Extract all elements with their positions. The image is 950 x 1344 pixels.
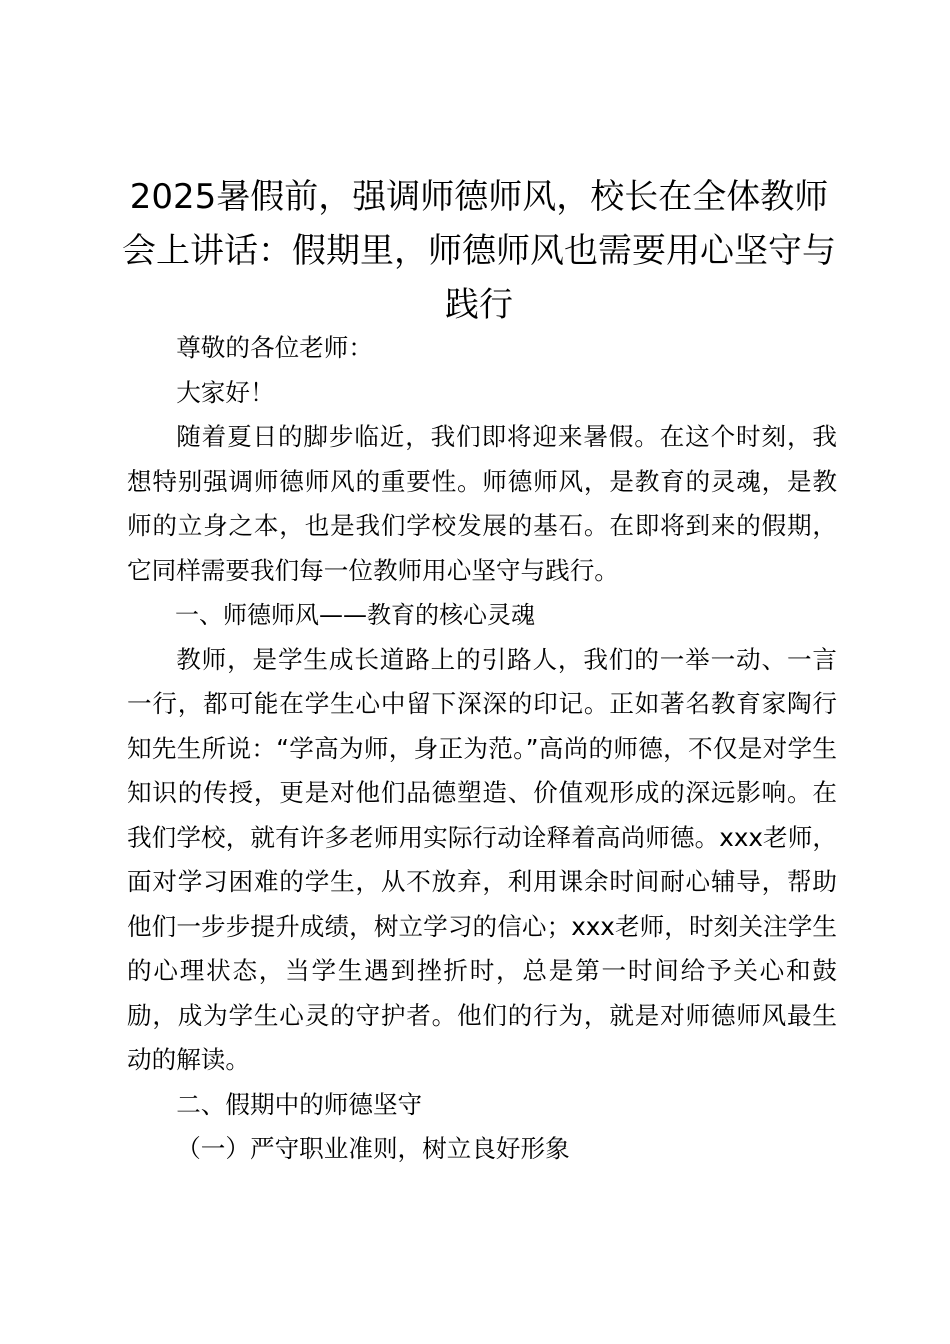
greeting: 大家好！ — [176, 377, 275, 407]
section-2-subheading-1: （一）严守职业准则，树立良好形象 — [176, 1134, 570, 1163]
salutation: 尊敬的各位老师： — [176, 333, 373, 362]
section-1-paragraph: 教师，是学生成长道路上的引路人，我们的一举一动、一言一行，都可能在学生心中留下深深的印记。正如著名教育家陶行知先生所说：“学高为师，身正为范。”高尚的师德，不仅是对学生知识的传授，更是对他们品德塑造、价值观形成的深远影响。在我们学校，就有许多老师用实际行动诠释着高尚师德。xxx老师，面对学习困难的学生，从不放弃，利用课余时间耐心辅导，帮助他们一步步提升成绩，树立学习的信心；xxx老师，时刻关注学生的心理状态，当学生遇到挫折时，总是第一时间给予关心和鼓励，成为学生心灵的守护者。他们的行为，就是对师德师风最生动的解读。 — [127, 644, 837, 1074]
section-1-heading: 一、师德师风——教育的核心灵魂 — [175, 601, 535, 629]
document-title: 2025暑假前，强调师德师风，校长在全体教师会上讲话：假期里，师德师风也需要用心坚守与践行 — [122, 177, 836, 325]
section-2-heading: 二、假期中的师德坚守 — [176, 1089, 423, 1119]
intro-paragraph: 随着夏日的脚步临近，我们即将迎来暑假。在这个时刻，我想特别强调师德师风的重要性。师德师风，是教育的灵魂，是教师的立身之本，也是我们学校发展的基石。在即将到来的假期，它同样需要我们每一位教师用心坚守与践行。 — [127, 422, 837, 585]
document-body — [127, 326, 837, 1172]
